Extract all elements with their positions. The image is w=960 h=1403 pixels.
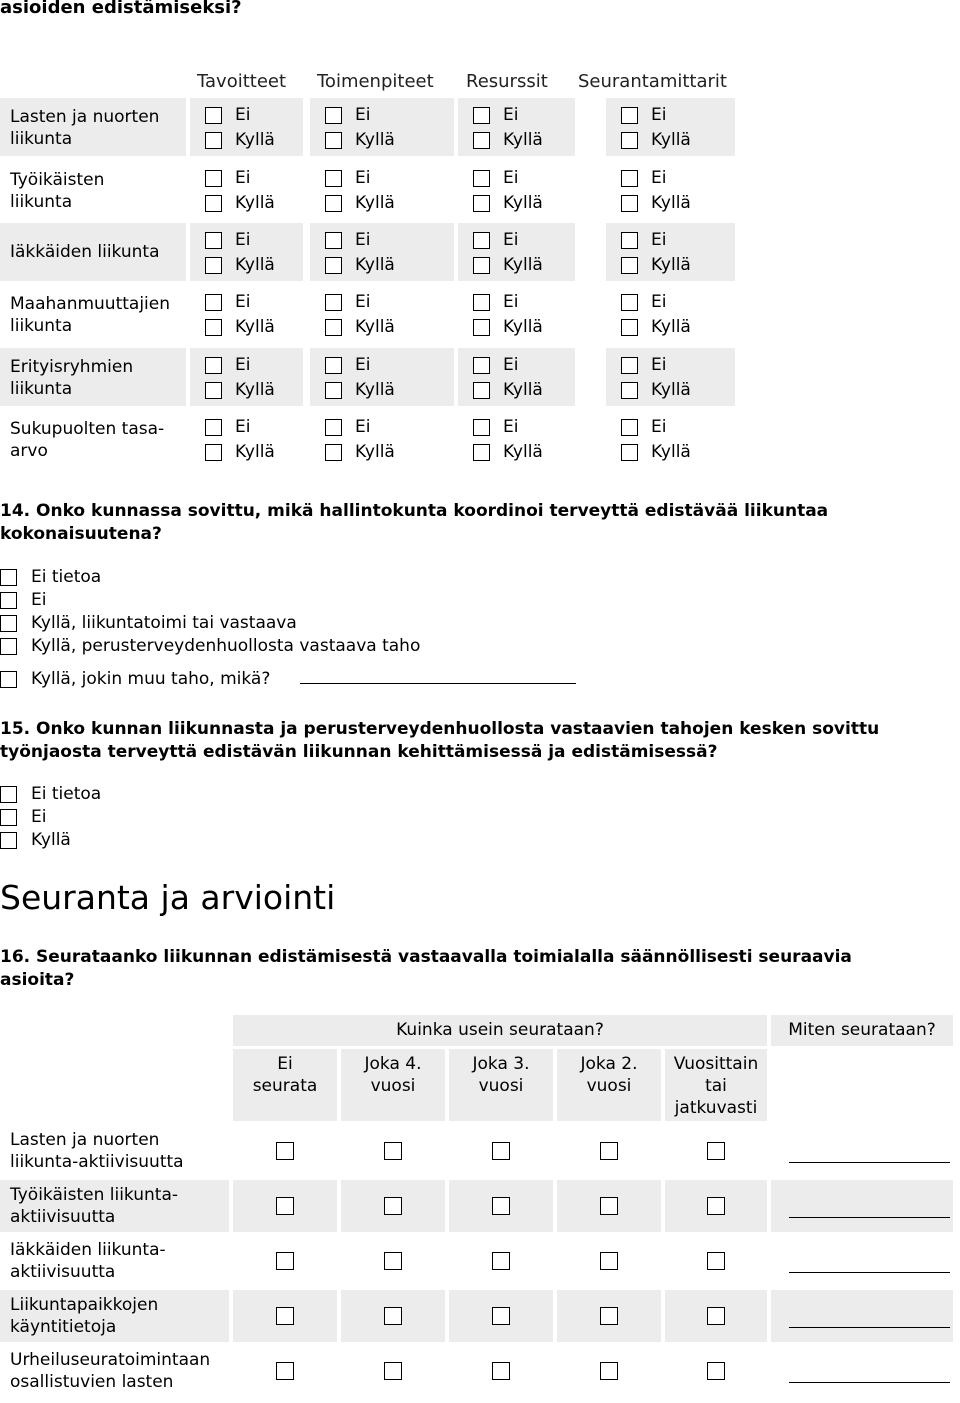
checkbox[interactable] [325, 195, 342, 212]
q14-option-liikuntatoimi[interactable] [0, 613, 297, 633]
col-header-tavoitteet: Tavoitteet [197, 71, 287, 92]
question-16-line1: 16. Seurataanko liikunnan edistämisestä vastaavalla toimialalla säännöllisesti seuraavia [0, 947, 852, 967]
row-label-line: Liikuntapaikkojen [10, 1295, 159, 1315]
checkbox[interactable] [325, 382, 342, 399]
checkbox[interactable] [0, 786, 17, 803]
option-label: Ei [31, 807, 47, 827]
option-label: Ei [235, 355, 251, 375]
checkbox[interactable] [0, 671, 17, 688]
frequency-checkbox[interactable] [492, 1197, 510, 1215]
frequency-checkbox[interactable] [384, 1197, 402, 1215]
checkbox[interactable] [205, 132, 222, 149]
question-15-line2: työnjaosta terveyttä edistävän liikunnan kehittämisessä ja edistämisessä? [0, 742, 718, 762]
option-label: Ei [355, 355, 371, 375]
checkbox[interactable] [325, 257, 342, 274]
option-ei-toimenpiteet[interactable] [325, 230, 370, 250]
option-label: Ei [355, 168, 371, 188]
option-label: Kyllä [651, 193, 691, 213]
checkbox[interactable] [621, 294, 638, 311]
option-label: Ei [355, 230, 371, 250]
checkbox[interactable] [0, 569, 17, 586]
option-label: Kyllä [355, 130, 395, 150]
checkbox[interactable] [473, 107, 490, 124]
option-kylla-tavoitteet[interactable] [205, 442, 275, 462]
option-label: Kyllä [355, 317, 395, 337]
option-ei-tavoitteet[interactable] [205, 105, 250, 125]
checkbox[interactable] [621, 419, 638, 436]
frequency-checkbox[interactable] [276, 1142, 294, 1160]
matrix1-row-label [10, 106, 159, 150]
option-label: Kyllä [235, 130, 275, 150]
option-label: Ei [235, 168, 251, 188]
checkbox[interactable] [325, 132, 342, 149]
how-answer-line[interactable] [789, 1272, 950, 1273]
option-label: Ei [503, 292, 519, 312]
frequency-checkbox[interactable] [276, 1197, 294, 1215]
q16-row-label [10, 1294, 158, 1338]
option-kylla-seurantamittarit[interactable] [621, 380, 691, 400]
checkbox[interactable] [621, 107, 638, 124]
option-label: Ei [31, 590, 47, 610]
option-kylla-tavoitteet[interactable] [205, 317, 275, 337]
checkbox[interactable] [205, 444, 222, 461]
q16-row-label [10, 1239, 166, 1283]
how-answer-line[interactable] [789, 1327, 950, 1328]
q14-option-ei[interactable] [0, 590, 46, 610]
option-label: Ei [503, 355, 519, 375]
option-label: Kyllä [355, 442, 395, 462]
q16-row-label [10, 1349, 210, 1393]
option-ei-resurssit[interactable] [473, 230, 518, 250]
option-label: Kyllä [503, 317, 543, 337]
q15-option-ei[interactable] [0, 807, 46, 827]
row-label-line: liikunta-aktiivisuutta [10, 1152, 184, 1172]
checkbox[interactable] [205, 419, 222, 436]
q14-other-text-line[interactable] [300, 683, 576, 684]
checkbox[interactable] [205, 170, 222, 187]
option-kylla-resurssit[interactable] [473, 193, 543, 213]
option-ei-toimenpiteet[interactable] [325, 105, 370, 125]
option-label: Kyllä [31, 830, 71, 850]
q15-option-ei-tietoa[interactable] [0, 784, 101, 804]
checkbox[interactable] [473, 170, 490, 187]
row-label-line1: Maahanmuuttajien [10, 294, 171, 314]
sub-header-line: Joka 2. [580, 1054, 638, 1074]
option-label: Kyllä [651, 380, 691, 400]
option-ei-toimenpiteet[interactable] [325, 292, 370, 312]
sub-header-line: vuosi [370, 1076, 416, 1096]
checkbox[interactable] [621, 444, 638, 461]
option-kylla-toimenpiteet[interactable] [325, 193, 395, 213]
option-ei-seurantamittarit[interactable] [621, 105, 666, 125]
option-kylla-seurantamittarit[interactable] [621, 193, 691, 213]
checkbox[interactable] [621, 232, 638, 249]
how-answer-line[interactable] [789, 1162, 950, 1163]
question-14 [0, 500, 828, 546]
sub-header-line: tai [705, 1076, 727, 1096]
option-kylla-resurssit[interactable] [473, 255, 543, 275]
option-label: Kyllä [503, 193, 543, 213]
question-16 [0, 946, 852, 992]
option-label: Kyllä [651, 442, 691, 462]
question-14-line1: 14. Onko kunnassa sovittu, mikä hallintokunta koordinoi terveyttä edistävää liikuntaa [0, 501, 829, 521]
row-label-line2: liikunta [10, 379, 73, 399]
sub-header-line: Ei [277, 1054, 293, 1074]
frequency-sub-header [449, 1053, 553, 1097]
sub-header-line: Vuosittain [673, 1054, 759, 1074]
option-label: Kyllä, jokin muu taho, mikä? [31, 669, 271, 689]
option-label: Kyllä [355, 193, 395, 213]
option-label: Kyllä [503, 255, 543, 275]
previous-question-fragment: asioiden edistämiseksi? [0, 0, 242, 18]
checkbox[interactable] [325, 294, 342, 311]
q16-row-label [10, 1184, 178, 1228]
sub-header-line: vuosi [478, 1076, 524, 1096]
frequency-checkbox[interactable] [276, 1362, 294, 1380]
option-label: Ei [651, 292, 667, 312]
matrix1-row-label [10, 356, 133, 400]
frequency-checkbox[interactable] [600, 1307, 618, 1325]
option-kylla-tavoitteet[interactable] [205, 130, 275, 150]
option-label: Ei tietoa [31, 784, 102, 804]
frequency-checkbox[interactable] [492, 1307, 510, 1325]
checkbox[interactable] [205, 319, 222, 336]
checkbox[interactable] [325, 419, 342, 436]
option-label: Kyllä [355, 380, 395, 400]
option-kylla-resurssit[interactable] [473, 380, 543, 400]
option-ei-seurantamittarit[interactable] [621, 355, 666, 375]
option-label: Kyllä [503, 442, 543, 462]
option-ei-tavoitteet[interactable] [205, 355, 250, 375]
option-ei-toimenpiteet[interactable] [325, 168, 370, 188]
frequency-checkbox[interactable] [707, 1307, 725, 1325]
row-label-line: Lasten ja nuorten [10, 1130, 160, 1150]
option-label: Ei [651, 168, 667, 188]
option-label: Ei [651, 355, 667, 375]
checkbox[interactable] [325, 232, 342, 249]
sub-header-line: vuosi [586, 1076, 632, 1096]
frequency-checkbox[interactable] [707, 1252, 725, 1270]
checkbox[interactable] [473, 232, 490, 249]
option-label: Ei tietoa [31, 567, 102, 587]
checkbox[interactable] [205, 357, 222, 374]
question-14-options [0, 567, 600, 697]
how-answer-line[interactable] [789, 1217, 950, 1218]
option-ei-resurssit[interactable] [473, 168, 518, 188]
checkbox[interactable] [0, 615, 17, 632]
option-label: Ei [355, 417, 371, 437]
frequency-sub-header [557, 1053, 661, 1097]
option-label: Ei [235, 417, 251, 437]
option-kylla-seurantamittarit[interactable] [621, 317, 691, 337]
checkbox[interactable] [473, 382, 490, 399]
q16-row-label [10, 1129, 184, 1173]
option-ei-resurssit[interactable] [473, 417, 518, 437]
how-cell [771, 1180, 953, 1232]
checkbox[interactable] [325, 357, 342, 374]
matrix1-row-label [10, 418, 164, 462]
checkbox[interactable] [621, 257, 638, 274]
frequency-checkbox[interactable] [600, 1142, 618, 1160]
checkbox[interactable] [473, 132, 490, 149]
row-label-line: aktiivisuutta [10, 1262, 116, 1282]
frequency-checkbox[interactable] [384, 1362, 402, 1380]
row-label-line2: arvo [10, 441, 48, 461]
sub-header-line: jatkuvasti [674, 1098, 758, 1118]
sub-header-line: Joka 4. [364, 1054, 422, 1074]
option-ei-seurantamittarit[interactable] [621, 417, 666, 437]
option-ei-seurantamittarit[interactable] [621, 230, 666, 250]
row-label-line: aktiivisuutta [10, 1207, 116, 1227]
option-label: Ei [651, 230, 667, 250]
matrix1-row-label [10, 241, 160, 263]
option-label: Kyllä [235, 442, 275, 462]
option-label: Ei [651, 417, 667, 437]
checkbox[interactable] [205, 294, 222, 311]
frequency-sub-header [341, 1053, 445, 1097]
option-label: Kyllä, perusterveydenhuollosta vastaava taho [31, 636, 421, 656]
checkbox[interactable] [621, 195, 638, 212]
how-answer-line[interactable] [789, 1382, 950, 1383]
checkbox[interactable] [325, 444, 342, 461]
option-label: Ei [651, 105, 667, 125]
option-label: Kyllä [235, 255, 275, 275]
option-kylla-toimenpiteet[interactable] [325, 317, 395, 337]
row-label-line: osallistuvien lasten [10, 1372, 174, 1392]
option-ei-tavoitteet[interactable] [205, 417, 250, 437]
col-header-resurssit: Resurssit [466, 71, 548, 92]
checkbox[interactable] [473, 294, 490, 311]
checkbox[interactable] [0, 832, 17, 849]
checkbox[interactable] [205, 107, 222, 124]
frequency-checkbox[interactable] [492, 1142, 510, 1160]
option-kylla-seurantamittarit[interactable] [621, 255, 691, 275]
frequency-checkbox[interactable] [492, 1362, 510, 1380]
row-label-line2: liikunta [10, 129, 73, 149]
option-label: Ei [503, 230, 519, 250]
frequency-checkbox[interactable] [276, 1252, 294, 1270]
checkbox[interactable] [205, 382, 222, 399]
checkbox[interactable] [205, 257, 222, 274]
option-kylla-resurssit[interactable] [473, 130, 543, 150]
option-label: Ei [235, 230, 251, 250]
frequency-checkbox[interactable] [707, 1197, 725, 1215]
option-label: Ei [355, 292, 371, 312]
how-header: Miten seurataan? [788, 1020, 936, 1040]
option-label: Ei [503, 168, 519, 188]
option-label: Kyllä [651, 255, 691, 275]
option-ei-tavoitteet[interactable] [205, 292, 250, 312]
checkbox[interactable] [0, 809, 17, 826]
sub-header-line: seurata [252, 1076, 318, 1096]
sub-header-line: Joka 3. [472, 1054, 530, 1074]
checkbox[interactable] [473, 357, 490, 374]
checkbox[interactable] [473, 319, 490, 336]
checkbox[interactable] [325, 170, 342, 187]
option-kylla-toimenpiteet[interactable] [325, 255, 395, 275]
checkbox[interactable] [325, 319, 342, 336]
q14-option-ei-tietoa[interactable] [0, 567, 101, 587]
option-ei-tavoitteet[interactable] [205, 168, 250, 188]
option-label: Kyllä [235, 193, 275, 213]
option-kylla-tavoitteet[interactable] [205, 380, 275, 400]
option-ei-toimenpiteet[interactable] [325, 355, 370, 375]
frequency-checkbox[interactable] [600, 1197, 618, 1215]
option-kylla-toimenpiteet[interactable] [325, 380, 395, 400]
option-kylla-seurantamittarit[interactable] [621, 130, 691, 150]
matrix1-row-label [10, 169, 104, 213]
frequency-checkbox[interactable] [276, 1307, 294, 1325]
option-label: Kyllä [235, 317, 275, 337]
checkbox[interactable] [621, 132, 638, 149]
option-kylla-toimenpiteet[interactable] [325, 442, 395, 462]
option-label: Ei [503, 105, 519, 125]
question-15-options [0, 784, 300, 854]
option-label: Ei [235, 105, 251, 125]
checkbox[interactable] [473, 195, 490, 212]
option-label: Kyllä [651, 317, 691, 337]
frequency-checkbox[interactable] [384, 1142, 402, 1160]
q14-option-muu-taho[interactable] [0, 669, 270, 689]
col-header-toimenpiteet: Toimenpiteet [317, 71, 434, 92]
option-kylla-resurssit[interactable] [473, 442, 543, 462]
row-label-line: Iäkkäiden liikunta- [10, 1240, 166, 1260]
question-16-line2: asioita? [0, 970, 75, 990]
frequency-checkbox[interactable] [707, 1362, 725, 1380]
option-kylla-toimenpiteet[interactable] [325, 130, 395, 150]
row-label-line1: Iäkkäiden liikunta [10, 242, 160, 262]
frequency-group-header: Kuinka usein seurataan? [396, 1020, 604, 1040]
checkbox[interactable] [621, 382, 638, 399]
option-ei-resurssit[interactable] [473, 355, 518, 375]
frequency-checkbox[interactable] [384, 1307, 402, 1325]
q15-option-kylla[interactable] [0, 830, 71, 850]
checkbox[interactable] [473, 257, 490, 274]
option-kylla-tavoitteet[interactable] [205, 255, 275, 275]
row-label-line1: Sukupuolten tasa- [10, 419, 165, 439]
question-15-line1: 15. Onko kunnan liikunnasta ja perusterveydenhuollosta vastaavien tahojen kesken sovittu [0, 719, 880, 739]
matrix1-row-label [10, 293, 170, 337]
option-label: Kyllä [651, 130, 691, 150]
option-label: Kyllä [503, 380, 543, 400]
option-kylla-resurssit[interactable] [473, 317, 543, 337]
row-label-line: Urheiluseuratoimintaan [10, 1350, 211, 1370]
row-label-line2: liikunta [10, 316, 73, 336]
option-label: Ei [355, 105, 371, 125]
frequency-checkbox[interactable] [707, 1142, 725, 1160]
checkbox[interactable] [473, 444, 490, 461]
q14-option-perusterveydenhuolto[interactable] [0, 636, 420, 656]
option-label: Kyllä [355, 255, 395, 275]
option-label: Kyllä [235, 380, 275, 400]
row-label-line: käyntitietoja [10, 1317, 117, 1337]
section-title: Seuranta ja arviointi [0, 878, 336, 917]
option-label: Kyllä [503, 130, 543, 150]
checkbox[interactable] [473, 419, 490, 436]
question-15 [0, 718, 879, 764]
option-kylla-tavoitteet[interactable] [205, 193, 275, 213]
option-label: Ei [235, 292, 251, 312]
option-ei-seurantamittarit[interactable] [621, 292, 666, 312]
option-label: Ei [503, 417, 519, 437]
option-ei-tavoitteet[interactable] [205, 230, 250, 250]
frequency-checkbox[interactable] [600, 1252, 618, 1270]
question-14-line2: kokonaisuutena? [0, 524, 162, 544]
row-label-line: Työikäisten liikunta- [10, 1185, 179, 1205]
option-ei-seurantamittarit[interactable] [621, 168, 666, 188]
checkbox[interactable] [325, 107, 342, 124]
row-label-line2: liikunta [10, 192, 73, 212]
option-ei-toimenpiteet[interactable] [325, 417, 370, 437]
frequency-checkbox[interactable] [384, 1252, 402, 1270]
checkbox[interactable] [205, 232, 222, 249]
col-header-seurantamittarit: Seurantamittarit [578, 71, 727, 92]
option-kylla-seurantamittarit[interactable] [621, 442, 691, 462]
checkbox[interactable] [621, 319, 638, 336]
row-label-line1: Lasten ja nuorten [10, 107, 160, 127]
option-label: Kyllä, liikuntatoimi tai vastaava [31, 613, 297, 633]
checkbox[interactable] [621, 357, 638, 374]
frequency-sub-header [233, 1053, 337, 1097]
row-label-line1: Erityisryhmien [10, 357, 134, 377]
checkbox[interactable] [0, 638, 17, 655]
option-ei-resurssit[interactable] [473, 292, 518, 312]
checkbox[interactable] [205, 195, 222, 212]
how-cell [771, 1290, 953, 1342]
row-label-line1: Työikäisten [10, 170, 105, 190]
frequency-sub-header [665, 1053, 767, 1119]
option-ei-resurssit[interactable] [473, 105, 518, 125]
frequency-checkbox[interactable] [600, 1362, 618, 1380]
checkbox[interactable] [0, 592, 17, 609]
frequency-checkbox[interactable] [492, 1252, 510, 1270]
checkbox[interactable] [621, 170, 638, 187]
